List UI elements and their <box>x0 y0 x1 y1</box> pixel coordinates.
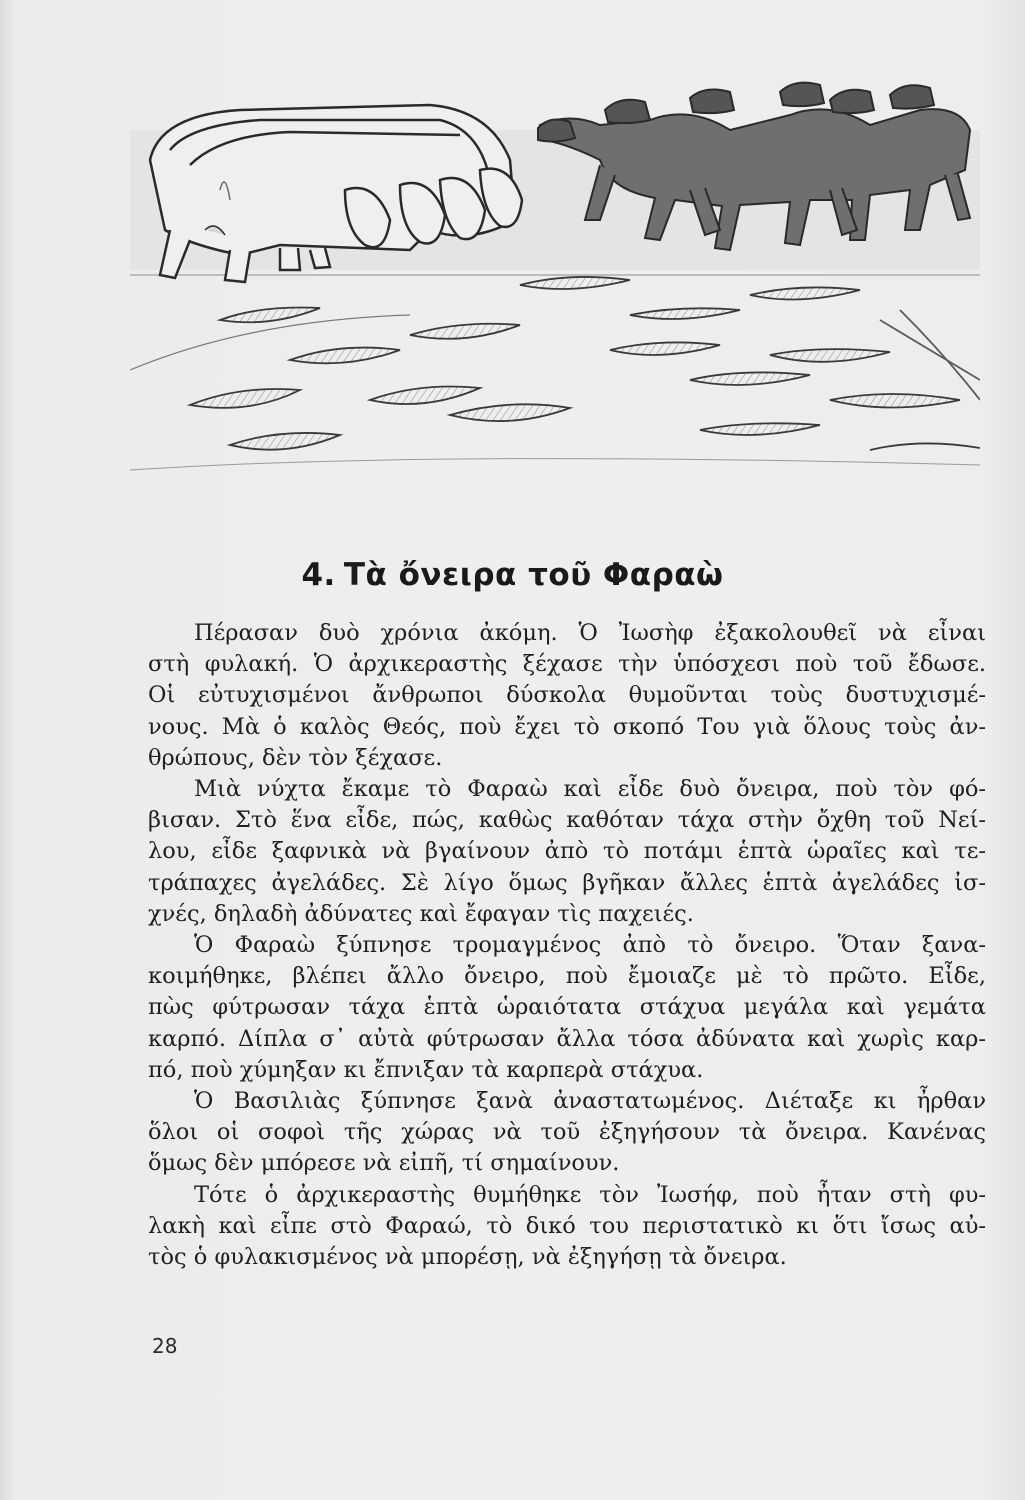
text-line: ὅλοι οἱ σοφοὶ τῆς χώρας νὰ τοῦ ἐξηγήσουν τὰ ὄνειρα. Κανένας <box>148 1119 986 1146</box>
text-line: στὴ φυλακή. Ὁ ἀρχικεραστὴς ξέχασε τὴν ὑπόσχεσι ποὺ τοῦ ἔδωσε. <box>148 651 986 678</box>
text-line: βισαν. Στὸ ἕνα εἶδε, πώς, καθὼς καθόταν τάχα στὴν ὄχθη τοῦ Νεί- <box>148 807 986 834</box>
wheat-field <box>130 277 980 470</box>
text-line: Τότε ὁ ἀρχικεραστὴς θυμήθηκε τὸν Ἰωσήφ, ποὺ ἦταν στὴ φυ- <box>194 1181 986 1208</box>
cows-and-wheat-illustration <box>130 70 980 485</box>
text-line: Οἱ εὐτυχισμένοι ἄνθρωποι δύσκολα θυμοῦνται τοὺς δυστυχισμέ- <box>148 682 986 709</box>
paragraph <box>148 1086 986 1180</box>
text-line: Μιὰ νύχτα ἔκαμε τὸ Φαραὼ καὶ εἶδε δυὸ ὄνειρα, ποὺ τὸν φό- <box>194 776 986 803</box>
chapter-body <box>148 618 986 1273</box>
text-line: χνές, δηλαδὴ ἀδύνατες καὶ ἔφαγαν τὶς παχειές. <box>148 900 694 927</box>
text-line: πό, ποὺ χύμηξαν κι ἔπνιξαν τὰ καρπερὰ στάχυα. <box>148 1056 704 1083</box>
text-line: τράπαχες ἀγελάδες. Σὲ λίγο ὅμως βγῆκαν ἄλλες ἑπτὰ ἀγελάδες ἰσ- <box>148 869 986 896</box>
paragraph <box>148 930 986 1086</box>
text-line: πὼς φύτρωσαν τάχα ἑπτὰ ὡραιότατα στάχυα μεγάλα καὶ γεμάτα <box>148 994 986 1021</box>
text-line: λου, εἶδε ξαφνικὰ νὰ βγαίνουν ἀπὸ τὸ ποτάμι ἑπτὰ ὡραῖες καὶ τε- <box>148 838 986 865</box>
paragraph <box>148 1180 986 1274</box>
paragraph <box>148 618 986 774</box>
chapter-heading <box>0 557 1025 593</box>
text-line: Ὁ Βασιλιὰς ξύπνησε ξανὰ ἀναστατωμένος. Διέταξε κι ἦρθαν <box>194 1088 986 1115</box>
chapter-number: 4. <box>301 557 336 593</box>
text-line: Πέρασαν δυὸ χρόνια ἀκόμη. Ὁ Ἰωσὴφ ἐξακολουθεῖ νὰ εἶναι <box>194 620 986 646</box>
text-line: τὸς ὁ φυλακισμένος νὰ μπορέσῃ, νὰ ἐξηγήσῃ τὰ ὄνειρα. <box>148 1244 787 1271</box>
text-line: νους. Μὰ ὁ καλὸς Θεός, ποὺ ἔχει τὸ σκοπό Του γιὰ ὅλους τοὺς ἀν- <box>148 713 986 740</box>
text-line: κοιμήθηκε, βλέπει ἄλλο ὄνειρο, ποὺ ἔμοιαζε μὲ τὸ πρῶτο. Εἶδε, <box>148 963 986 990</box>
text-line: λακὴ καὶ εἶπε στὸ Φαραώ, τὸ δικό του περιστατικὸ κι ὅτι ἴσως αὐ- <box>148 1212 986 1239</box>
paragraph <box>148 774 986 930</box>
text-line: Ὁ Φαραὼ ξύπνησε τρομαγμένος ἀπὸ τὸ ὄνειρο. Ὅταν ξανα- <box>194 932 986 959</box>
text-line: καρπό. Δίπλα σ᾿ αὐτὰ φύτρωσαν ἄλλα τόσα ἀδύνατα καὶ χωρὶς καρ- <box>148 1025 986 1052</box>
text-line: θρώπους, δὲν τὸν ξέχασε. <box>148 744 443 771</box>
page-number: 28 <box>152 1334 178 1358</box>
text-line: ὅμως δὲν μπόρεσε νὰ εἰπῆ, τί σημαίνουν. <box>148 1150 620 1177</box>
chapter-title: Τὰ ὄνειρα τοῦ Φαραὼ <box>343 557 724 593</box>
